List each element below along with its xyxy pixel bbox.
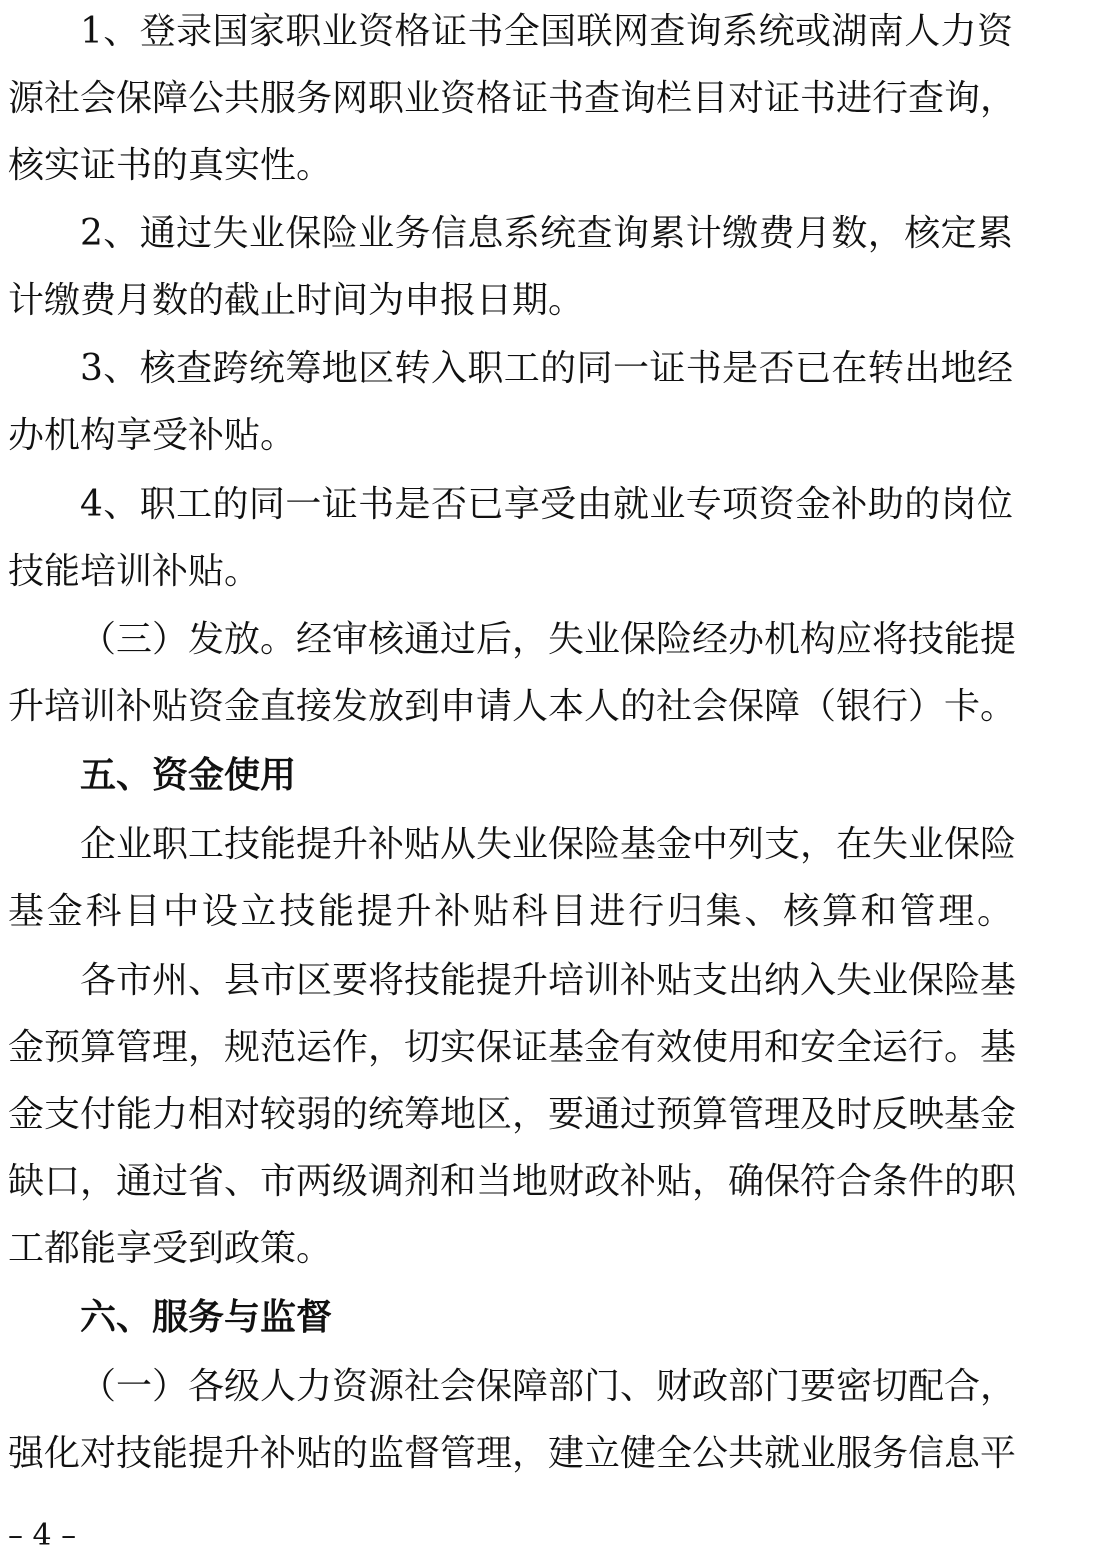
disbursement-line-2: 升培训补贴资金直接发放到申请人本人的社会保障（银行）卡。	[8, 686, 1017, 727]
fund-usage-p1-line-2: 基金科目中设立技能提升补贴科目进行归集、核算和管理。	[8, 891, 1013, 932]
fund-usage-p1-line-1: 企业职工技能提升补贴从失业保险基金中列支，在失业保险	[80, 824, 1017, 865]
item-1-line-2: 源社会保障公共服务网职业资格证书查询栏目对证书进行查询，	[8, 78, 1017, 119]
fund-usage-p2-line-5: 工都能享受到政策。	[8, 1228, 333, 1269]
section-heading-service-supervision: 六、服务与监督	[80, 1297, 333, 1338]
item-2-line-2: 计缴费月数的截止时间为申报日期。	[8, 280, 585, 321]
item-3-line-2: 办机构享受补贴。	[8, 415, 297, 456]
item-1-line-3: 核实证书的真实性。	[8, 145, 333, 186]
fund-usage-p2-line-4: 缺口，通过省、市两级调剂和当地财政补贴，确保符合条件的职	[8, 1161, 1017, 1202]
item-4-line-2: 技能培训补贴。	[8, 551, 261, 592]
fund-usage-p2-line-1: 各市州、县市区要将技能提升培训补贴支出纳入失业保险基	[80, 960, 1017, 1001]
item-1-line-1: 1、登录国家职业资格证书全国联网查询系统或湖南人力资	[80, 11, 1013, 52]
service-p1-line-1: （一）各级人力资源社会保障部门、财政部门要密切配合，	[80, 1366, 1017, 1407]
disbursement-line-1: （三）发放。经审核通过后，失业保险经办机构应将技能提	[80, 619, 1017, 660]
page-number: – 4 –	[8, 1518, 77, 1553]
service-p1-line-2: 强化对技能提升补贴的监督管理，建立健全公共就业服务信息平	[8, 1433, 1017, 1474]
fund-usage-p2-line-3: 金支付能力相对较弱的统筹地区，要通过预算管理及时反映基金	[8, 1094, 1017, 1135]
section-heading-fund-usage: 五、资金使用	[80, 755, 297, 796]
item-2-line-1: 2、通过失业保险业务信息系统查询累计缴费月数，核定累	[80, 213, 1013, 254]
item-3-line-1: 3、核查跨统筹地区转入职工的同一证书是否已在转出地经	[80, 348, 1013, 389]
fund-usage-p2-line-2: 金预算管理，规范运作，切实保证基金有效使用和安全运行。基	[8, 1027, 1017, 1068]
item-4-line-1: 4、职工的同一证书是否已享受由就业专项资金补助的岗位	[80, 484, 1013, 525]
